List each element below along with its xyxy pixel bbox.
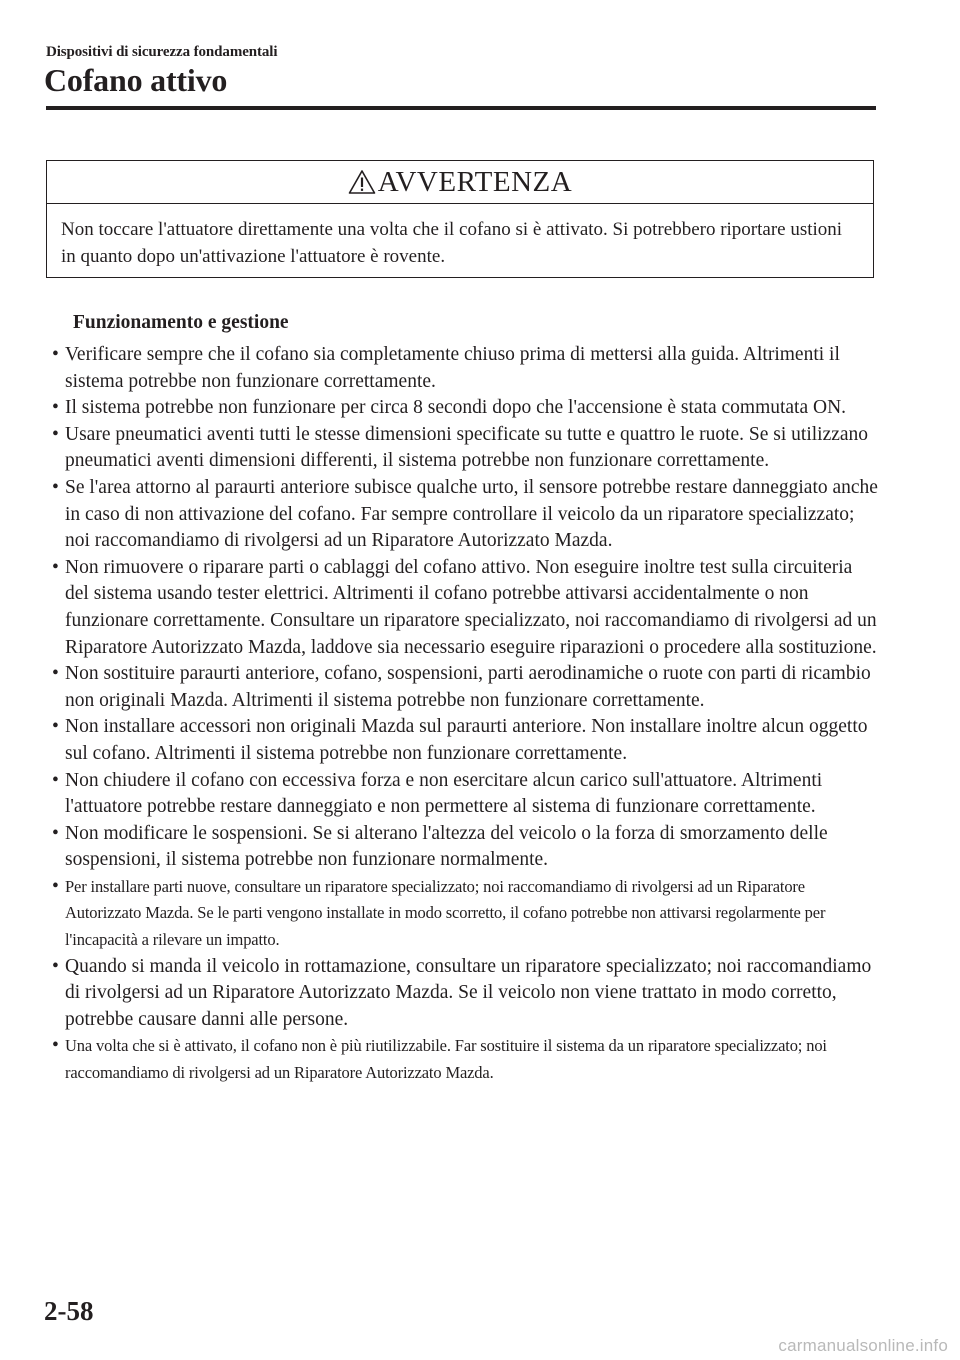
bullet-dot: •	[52, 663, 59, 685]
list-item-text: Non modificare le sospensioni. Se si alterano l'altezza del veicolo o la forza di smorzamento delle sospensioni, il sistema potrebbe non funzionare normalmente.	[65, 822, 828, 871]
list-item-text: Non chiudere il cofano con eccessiva forza e non esercitare alcun carico sull'attuatore. Altrimenti l'attuatore potrebbe restare danneggiato e non permettere al sistema di funzionare correttamente.	[65, 769, 823, 818]
list-item	[48, 395, 878, 422]
list-item-text: Verificare sempre che il cofano sia completamente chiuso prima di mettersi alla guida. Altrimenti il sistema potrebbe non funzionare correttamente.	[65, 344, 840, 392]
list-item	[48, 768, 878, 821]
warning-box	[46, 160, 874, 278]
bullet-dot: •	[52, 955, 59, 977]
list-item-text: Il sistema potrebbe non funzionare per circa 8 secondi dopo che l'accensione è stata commutata ON.	[65, 397, 847, 419]
list-item-text: Una volta che si è attivato, il cofano non è più riutilizzabile. Far sostituire il sistema da un riparatore specializzato; noi raccomandiamo di rivolgersi ad un Riparatore Autorizzato Mazda.	[65, 1036, 827, 1083]
list-item	[48, 874, 878, 954]
warning-header	[47, 161, 873, 204]
title-rule	[46, 106, 876, 110]
page-title: Cofano attivo	[44, 62, 228, 98]
list-item	[48, 661, 878, 714]
list-item-text: Non installare accessori non originali Mazda sul paraurti anteriore. Non installare inoltre alcun oggetto sul cofano. Altrimenti il sistema potrebbe non funzionare correttamente.	[65, 716, 868, 764]
list-item	[48, 422, 878, 475]
watermark: carmanualsonline.info	[778, 1336, 948, 1355]
list-item-text: Non rimuovere o riparare parti o cablaggi del cofano attivo. Non eseguire inoltre test sulla circuiteria del sistema usando tester elettrici. Altrimenti il cofano potrebbe attivarsi accidentalmente o non funzionare correttamente. Consultare un riparatore specializzato, noi raccomandiamo di rivolgersi ad un Riparatore Autorizzato Mazda, laddove sia necessario eseguire riparazioni o procedere alla sostituzione.	[65, 556, 877, 658]
warning-triangle-icon	[348, 169, 376, 195]
list-item	[48, 555, 878, 661]
list-item-text: Se l'area attorno al paraurti anteriore subisce qualche urto, il sensore potrebbe restare danneggiato anche in caso di non attivazione del cofano. Far sempre controllare il veicolo da un riparatore specializzato; noi raccomandiamo di rivolgersi ad un Riparatore Autorizzato Mazda.	[65, 476, 878, 552]
bullet-dot: •	[52, 397, 59, 419]
list-item-text: Quando si manda il veicolo in rottamazione, consultare un riparatore specializzato; noi raccomandiamo di rivolgersi ad un Riparatore Autorizzato Mazda. Se il veicolo non viene trattato in modo corretto, potrebbe causare danni alle persone.	[65, 955, 872, 1030]
list-item	[48, 954, 878, 1034]
list-item	[48, 714, 878, 767]
bullet-dot: •	[52, 344, 59, 365]
bullet-dot: •	[52, 822, 59, 844]
list-item-text: Usare pneumatici aventi tutti le stesse dimensioni specificate su tutte e quattro le ruote. Se si utilizzano pneumatici aventi dimensioni differenti, il sistema potrebbe non funzionare correttamente.	[65, 423, 869, 472]
list-item-text: Non sostituire paraurti anteriore, cofano, sospensioni, parti aerodinamiche o ruote con parti di ricambio non originali Mazda. Altrimenti il sistema potrebbe non funzionare correttamente.	[65, 663, 871, 711]
list-item-text: Per installare parti nuove, consultare un riparatore specializzato; noi raccomandiamo di rivolgersi ad un Riparatore Autorizzato Mazda. Se le parti vengono installate in modo scorretto, il cofano potrebbe non attivarsi regolarmente per l'incapacità a rilevare un impatto.	[65, 876, 826, 950]
bullet-dot: •	[52, 769, 59, 791]
bullet-dot: •	[52, 556, 59, 578]
list-item	[48, 475, 878, 555]
list-item	[48, 821, 878, 874]
bullet-dot: •	[52, 423, 59, 445]
bullet-dot: •	[52, 716, 59, 738]
bullet-dot: •	[52, 875, 59, 897]
bullet-dot: •	[52, 1035, 59, 1057]
page-number: 2-58	[44, 1296, 94, 1326]
warning-text: Non toccare l'attuatore direttamente una volta che il cofano si è attivato. Si potrebbero riportare ustioni in quanto dopo un'attivazione l'attuatore è rovente.	[61, 219, 843, 267]
list-item	[48, 1033, 878, 1086]
bullet-dot: •	[52, 476, 59, 498]
section-label: Dispositivi di sicurezza fondamentali	[46, 44, 278, 60]
list-item	[48, 342, 878, 395]
subheading: Funzionamento e gestione	[73, 312, 289, 333]
warning-title: AVVERTENZA	[377, 165, 573, 198]
bullet-list	[48, 342, 878, 1087]
